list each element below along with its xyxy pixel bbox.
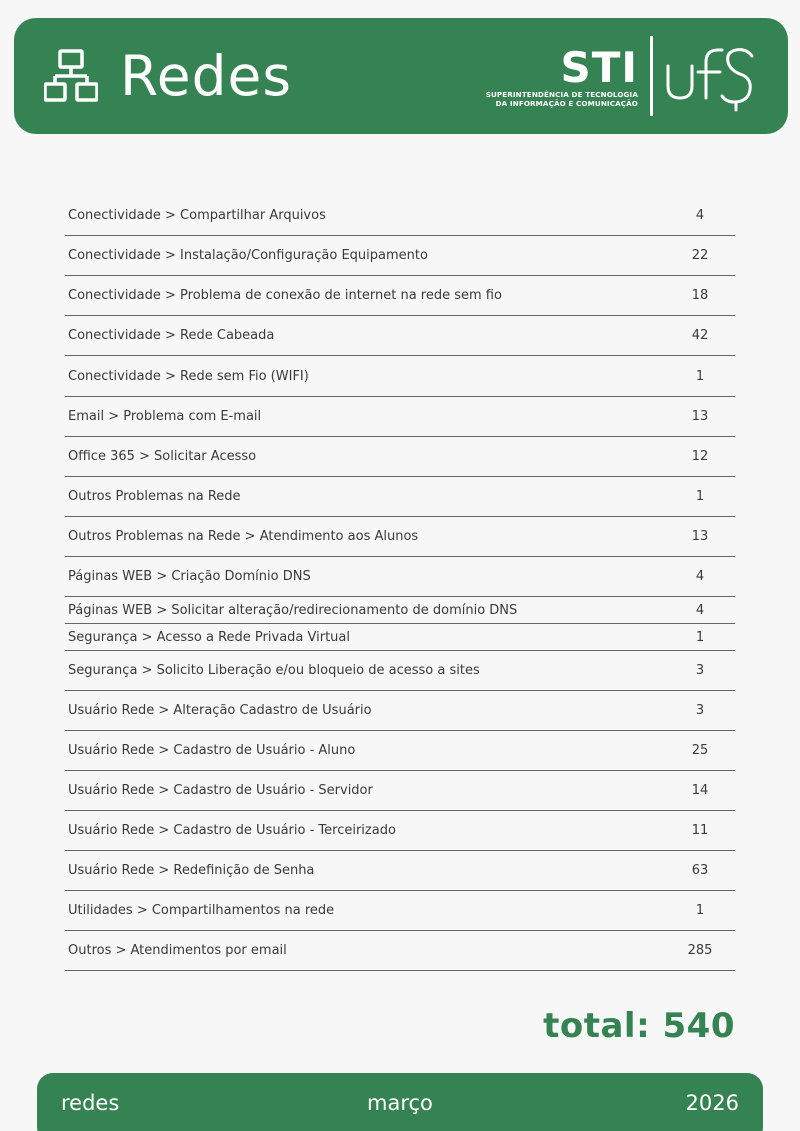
- table-row: [65, 624, 735, 651]
- table-row: [65, 517, 735, 557]
- row-value: 63: [691, 863, 709, 878]
- sti-logo-subtitle-1: SUPERINTENDÊNCIA DE TECNOLOGIA: [485, 90, 638, 99]
- row-value: 1: [695, 629, 705, 645]
- sti-logo-subtitle-2: DA INFORMAÇÃO E COMUNICAÇÃO: [495, 99, 638, 108]
- footer-year: 2026: [685, 1091, 739, 1115]
- row-label: Utilidades > Compartilhamentos na rede: [68, 903, 335, 918]
- table-row: [65, 316, 735, 356]
- row-label: Office 365 > Solicitar Acesso: [68, 449, 257, 464]
- row-value: 3: [695, 703, 705, 718]
- row-label: Email > Problema com E-mail: [68, 409, 262, 424]
- row-label: Conectividade > Rede sem Fio (WIFI): [68, 368, 309, 384]
- row-label: Usuário Rede > Cadastro de Usuário - Terceirizado: [68, 823, 396, 838]
- row-value: 13: [691, 529, 709, 544]
- row-value: 1: [695, 903, 705, 918]
- row-label: Usuário Rede > Cadastro de Usuário - Servidor: [68, 783, 373, 798]
- table-row: [65, 931, 735, 971]
- row-value: 25: [691, 743, 709, 758]
- row-value: 3: [695, 663, 705, 678]
- row-label: Páginas WEB > Criação Domínio DNS: [68, 569, 311, 584]
- row-label: Outros > Atendimentos por email: [68, 943, 287, 958]
- row-label: Usuário Rede > Alteração Cadastro de Usuário: [68, 703, 372, 718]
- table-row: [65, 477, 735, 517]
- sti-logo: [478, 43, 638, 108]
- tickets-table: [65, 196, 735, 971]
- table-row: [65, 731, 735, 771]
- footer-month: março: [367, 1091, 433, 1115]
- row-value: 4: [695, 208, 705, 223]
- row-value: 14: [691, 783, 709, 798]
- row-label: Segurança > Acesso a Rede Privada Virtual: [68, 629, 350, 645]
- table-row: [65, 851, 735, 891]
- table-row: [65, 771, 735, 811]
- row-label: Outros Problemas na Rede > Atendimento aos Alunos: [68, 529, 419, 544]
- table-row: [65, 651, 735, 691]
- table-row: [65, 811, 735, 851]
- row-value: 42: [691, 328, 709, 343]
- row-label: Conectividade > Rede Cabeada: [68, 328, 275, 343]
- row-label: Conectividade > Compartilhar Arquivos: [68, 208, 326, 223]
- table-row: [65, 196, 735, 236]
- ufs-logo-icon: [664, 40, 758, 112]
- page-title: Redes: [120, 44, 292, 108]
- page-footer: [37, 1073, 763, 1131]
- row-value: 285: [687, 943, 713, 958]
- table-row: [65, 356, 735, 397]
- row-label: Segurança > Solicito Liberação e/ou bloqueio de acesso a sites: [68, 663, 480, 678]
- row-label: Outros Problemas na Rede: [68, 489, 241, 504]
- row-value: 12: [691, 449, 709, 464]
- page-header: [14, 18, 788, 134]
- row-label: Conectividade > Problema de conexão de internet na rede sem fio: [68, 288, 502, 303]
- row-label: Páginas WEB > Solicitar alteração/redirecionamento de domínio DNS: [68, 602, 518, 618]
- sti-logo-text: STI: [560, 43, 638, 92]
- row-label: Conectividade > Instalação/Configuração Equipamento: [68, 248, 428, 263]
- row-label: Usuário Rede > Redefinição de Senha: [68, 863, 315, 878]
- row-value: 13: [691, 409, 709, 424]
- table-row: [65, 276, 735, 316]
- table-row: [65, 397, 735, 437]
- logo-divider: [650, 36, 653, 116]
- footer-category: redes: [61, 1091, 120, 1115]
- table-row: [65, 236, 735, 276]
- row-value: 18: [691, 288, 709, 303]
- row-value: 11: [691, 823, 709, 838]
- row-value: 4: [695, 602, 705, 618]
- table-row: [65, 597, 735, 624]
- row-label: Usuário Rede > Cadastro de Usuário - Aluno: [68, 743, 356, 758]
- table-row: [65, 557, 735, 597]
- row-value: 1: [695, 489, 705, 504]
- row-value: 1: [695, 368, 705, 384]
- total-count: total: 540: [543, 1006, 735, 1046]
- row-value: 4: [695, 569, 705, 584]
- network-icon: [44, 49, 98, 103]
- table-row: [65, 437, 735, 477]
- table-row: [65, 891, 735, 931]
- table-row: [65, 691, 735, 731]
- row-value: 22: [691, 248, 709, 263]
